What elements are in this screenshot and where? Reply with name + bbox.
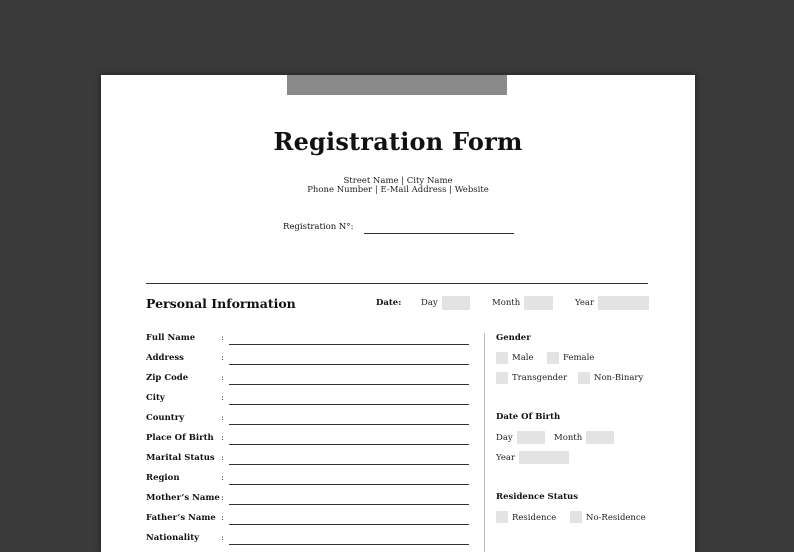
non-binary-checkbox[interactable] [578,372,590,384]
date-month-label: Month [492,298,521,308]
header-tab [287,75,507,95]
field-label: Country [146,413,185,423]
section-title: Personal Information [146,296,296,311]
address-line-1: Street Name | City Name [343,176,453,186]
date-day-label: Day [421,298,438,308]
male-label: Male [512,353,534,363]
field-input-line[interactable] [229,464,469,465]
field-label: Region [146,473,180,483]
field-input-line[interactable] [229,544,469,545]
dob-year-field[interactable] [519,451,569,464]
registration-number-label: Registration N°: [283,222,354,232]
date-year-field[interactable] [598,296,649,310]
column-divider [484,333,485,552]
field-input-line[interactable] [229,504,469,505]
field-label: Address [146,353,184,363]
registration-number-field[interactable] [364,233,514,234]
field-label: Father’s Name [146,513,216,523]
field-label: Zip Code [146,373,189,383]
page-title: Registration Form [273,127,523,156]
field-colon: : [221,353,224,363]
field-input-line[interactable] [229,384,469,385]
field-colon: : [221,333,224,343]
field-colon: : [221,433,224,443]
field-input-line[interactable] [229,404,469,405]
female-checkbox[interactable] [547,352,559,364]
dob-day-field[interactable] [517,431,545,444]
gender-heading: Gender [496,333,531,343]
transgender-checkbox[interactable] [496,372,508,384]
form-page [101,75,695,552]
field-input-line[interactable] [229,484,469,485]
transgender-label: Transgender [512,373,568,383]
field-input-line[interactable] [229,524,469,525]
section-divider [146,283,648,284]
field-input-line[interactable] [229,344,469,345]
field-colon: : [221,473,224,483]
field-label: City [146,393,165,403]
date-day-field[interactable] [442,296,470,310]
field-label: Mother’s Name [146,493,220,503]
female-label: Female [563,353,595,363]
dob-month-field[interactable] [586,431,614,444]
residence-heading: Residence Status [496,492,579,502]
no-residence-label: No-Residence [586,513,646,523]
date-year-label: Year [575,298,595,308]
field-colon: : [221,513,224,523]
no-residence-checkbox[interactable] [570,511,582,523]
field-input-line[interactable] [229,424,469,425]
dob-year-label: Year [496,453,516,463]
field-colon: : [221,373,224,383]
field-colon: : [221,493,224,503]
residence-label: Residence [512,513,557,523]
residence-checkbox[interactable] [496,511,508,523]
field-colon: : [221,453,224,463]
field-label: Place Of Birth [146,433,214,443]
field-label: Nationality [146,533,200,543]
field-colon: : [221,413,224,423]
field-input-line[interactable] [229,364,469,365]
dob-month-label: Month [554,433,583,443]
dob-heading: Date Of Birth [496,412,561,422]
field-input-line[interactable] [229,444,469,445]
field-colon: : [221,533,224,543]
field-label: Marital Status [146,453,215,463]
field-label: Full Name [146,333,196,343]
dob-day-label: Day [496,433,513,443]
field-colon: : [221,393,224,403]
date-month-field[interactable] [524,296,553,310]
male-checkbox[interactable] [496,352,508,364]
address-line-2: Phone Number | E-Mail Address | Website [307,185,489,195]
date-label: Date: [376,298,402,308]
non-binary-label: Non-Binary [594,373,644,383]
